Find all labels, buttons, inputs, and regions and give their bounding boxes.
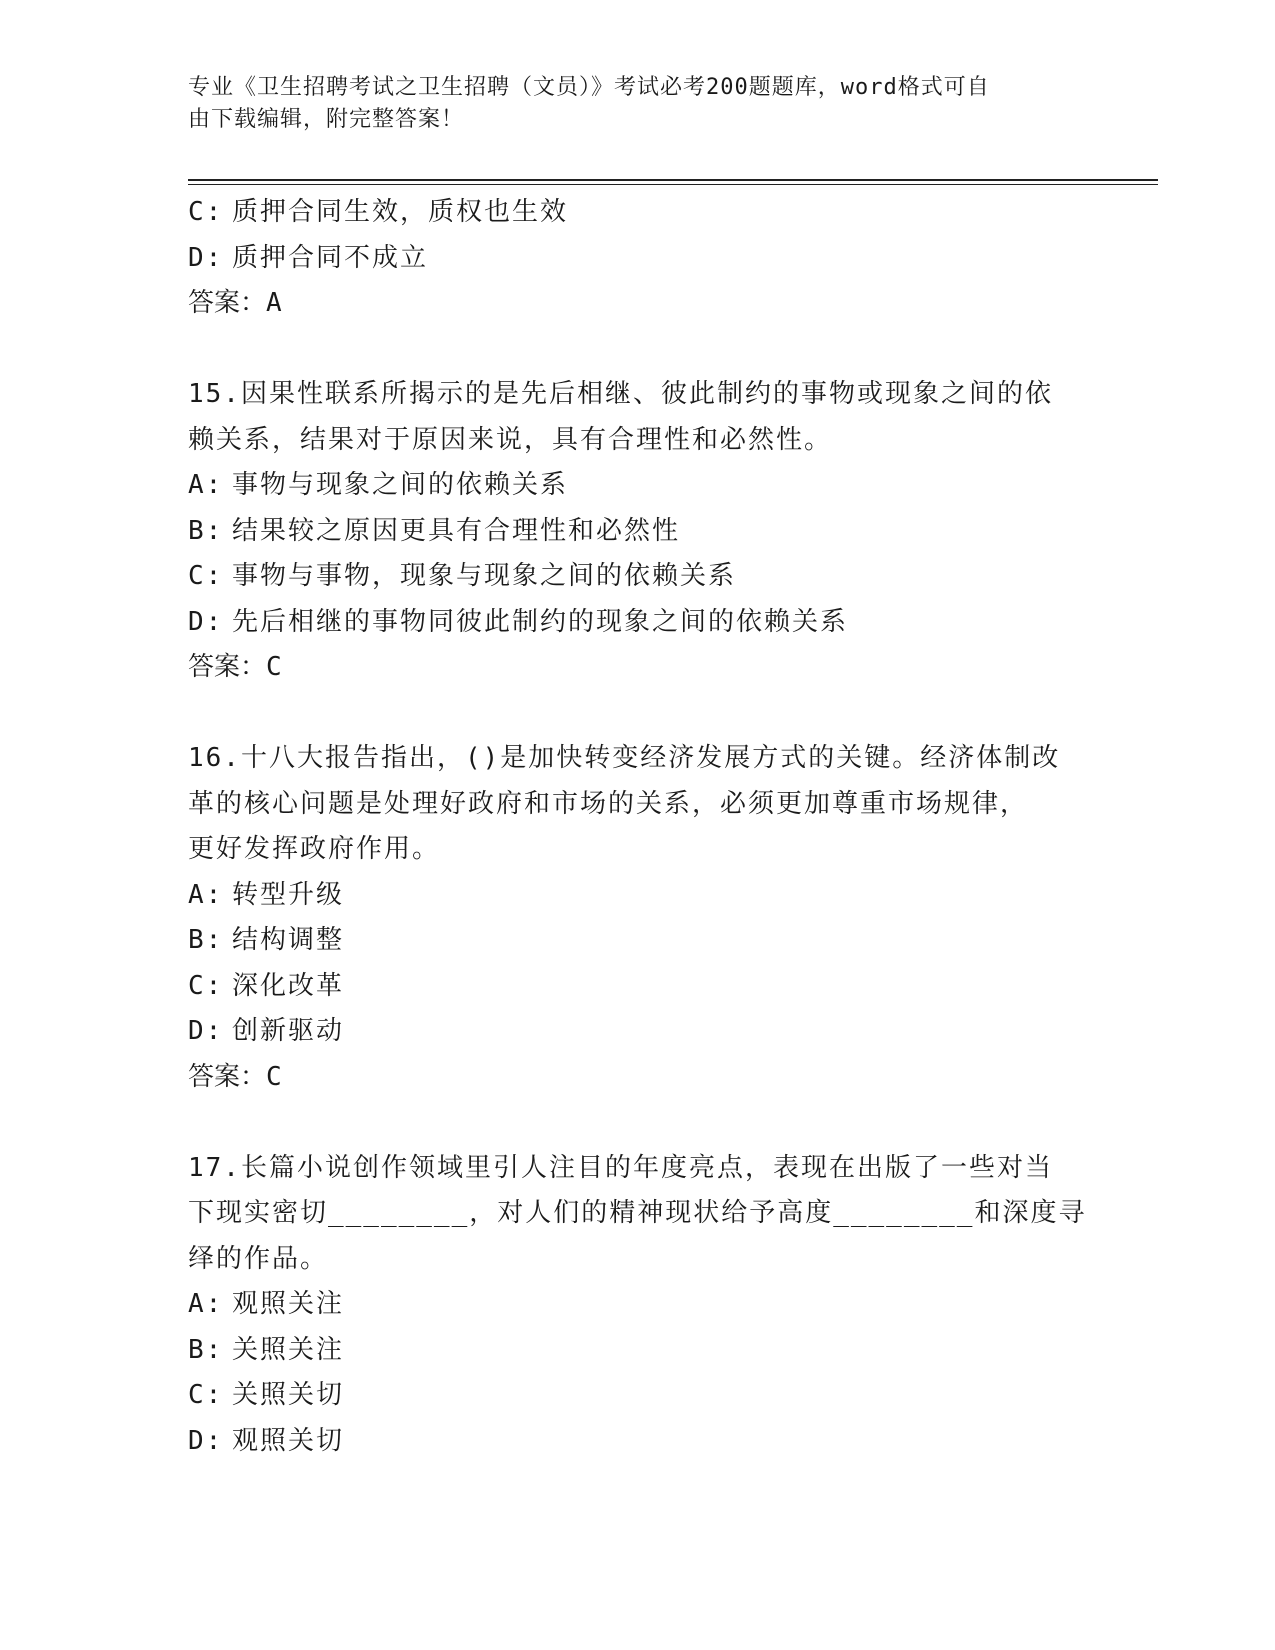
option-a bbox=[188, 463, 1088, 509]
option-text: 关照关切 bbox=[232, 1380, 345, 1410]
option-text: 创新驱动 bbox=[232, 1016, 345, 1046]
option-label: D: bbox=[188, 606, 224, 637]
option-d bbox=[188, 1009, 1088, 1055]
question-stem-line: 赖关系，结果对于原因来说，具有合理性和必然性。 bbox=[188, 424, 833, 455]
option-c bbox=[188, 1373, 1088, 1419]
option-label: A: bbox=[188, 879, 224, 910]
document-header bbox=[188, 72, 1078, 136]
question-14 bbox=[188, 190, 1088, 327]
option-text: 先后相继的事物同彼此制约的现象之间的依赖关系 bbox=[232, 606, 849, 637]
option-label: A: bbox=[188, 1289, 224, 1319]
question-list bbox=[188, 190, 1088, 1464]
option-b bbox=[188, 1328, 1088, 1374]
option-c bbox=[188, 190, 1088, 236]
option-text: 质押合同不成立 bbox=[232, 242, 429, 273]
option-d bbox=[188, 236, 1088, 282]
answer-value: A bbox=[266, 288, 282, 318]
option-text: 事物与现象之间的依赖关系 bbox=[232, 470, 569, 500]
option-text: 观照关切 bbox=[232, 1425, 345, 1456]
option-label: C: bbox=[188, 1380, 224, 1410]
option-label: B: bbox=[188, 925, 224, 955]
option-b bbox=[188, 509, 1088, 555]
option-label: D: bbox=[188, 1425, 224, 1456]
answer-label: 答案： bbox=[188, 288, 267, 318]
option-text: 观照关注 bbox=[232, 1289, 345, 1319]
question-spacer bbox=[188, 1100, 1088, 1146]
question-stem-line: 16.十八大报告指出，()是加快转变经济发展方式的关键。经济体制改 bbox=[188, 743, 1061, 773]
option-label: D: bbox=[188, 1016, 224, 1046]
question-stem-line: 革的核心问题是处理好政府和市场的关系，必须更加尊重市场规律， bbox=[188, 788, 1029, 819]
option-text: 转型升级 bbox=[232, 879, 345, 910]
option-text: 关照关注 bbox=[232, 1334, 345, 1365]
option-label: A: bbox=[188, 470, 224, 500]
option-text: 事物与事物，现象与现象之间的依赖关系 bbox=[232, 561, 737, 591]
option-text: 深化改革 bbox=[232, 970, 345, 1001]
question-15 bbox=[188, 372, 1088, 691]
header-rule-thin bbox=[188, 184, 1158, 185]
option-label: B: bbox=[188, 515, 224, 546]
option-d bbox=[188, 1419, 1088, 1465]
answer-line bbox=[188, 281, 1088, 327]
option-text: 结果较之原因更具有合理性和必然性 bbox=[232, 515, 681, 546]
header-line-1: 专业《卫生招聘考试之卫生招聘（文员）》考试必考200题题库，word格式可自 bbox=[188, 75, 990, 100]
option-c bbox=[188, 554, 1088, 600]
answer-label: 答案： bbox=[188, 652, 267, 682]
answer-value: C bbox=[266, 1061, 282, 1092]
question-stem-line: 15.因果性联系所揭示的是先后相继、彼此制约的事物或现象之间的依 bbox=[188, 379, 1053, 409]
question-spacer bbox=[188, 691, 1088, 737]
option-label: D: bbox=[188, 242, 224, 273]
question-stem-line: 绎的作品。 bbox=[188, 1243, 329, 1274]
answer-label: 答案： bbox=[188, 1061, 267, 1092]
option-label: B: bbox=[188, 1334, 224, 1365]
option-text: 质押合同生效，质权也生效 bbox=[232, 197, 569, 227]
option-a bbox=[188, 873, 1088, 919]
answer-value: C bbox=[266, 652, 282, 682]
option-a bbox=[188, 1282, 1088, 1328]
question-16 bbox=[188, 736, 1088, 1100]
question-stem-line: 下现实密切________，对人们的精神现状给予高度________和深度寻 bbox=[188, 1198, 1087, 1228]
answer-line bbox=[188, 645, 1088, 691]
header-line-2: 由下载编辑，附完整答案！ bbox=[188, 107, 465, 132]
question-17 bbox=[188, 1146, 1088, 1465]
option-d bbox=[188, 600, 1088, 646]
option-b bbox=[188, 918, 1088, 964]
option-label: C: bbox=[188, 197, 224, 227]
answer-line bbox=[188, 1055, 1088, 1101]
option-text: 结构调整 bbox=[232, 925, 345, 955]
question-stem-line: 更好发挥政府作用。 bbox=[188, 834, 441, 864]
question-spacer bbox=[188, 327, 1088, 373]
option-label: C: bbox=[188, 561, 224, 591]
option-label: C: bbox=[188, 970, 224, 1001]
header-rule-thick bbox=[188, 179, 1158, 181]
question-stem-line: 17.长篇小说创作领域里引人注目的年度亮点，表现在出版了一些对当 bbox=[188, 1152, 1053, 1183]
option-c bbox=[188, 964, 1088, 1010]
